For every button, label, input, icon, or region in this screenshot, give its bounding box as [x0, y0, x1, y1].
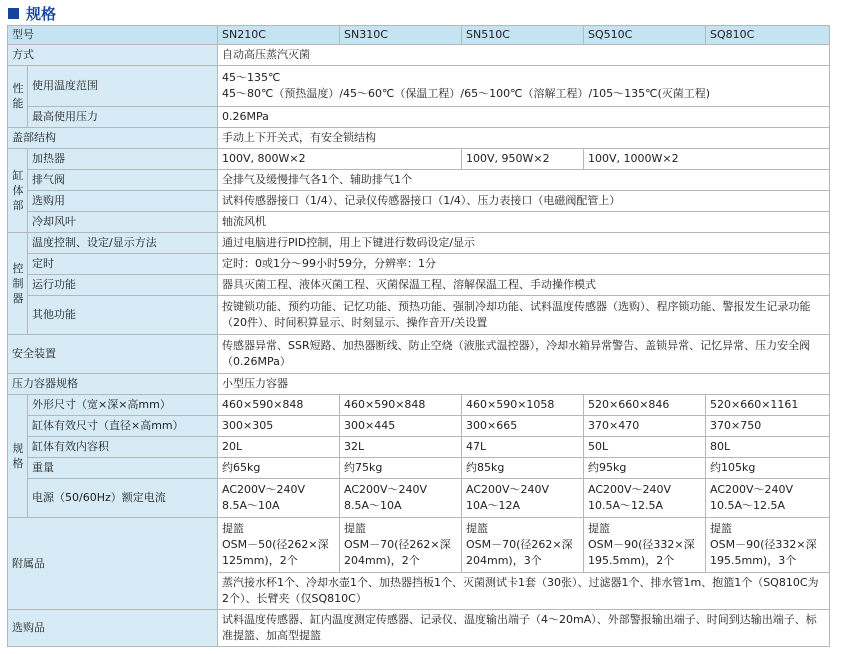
row-label: 加热器 — [28, 149, 218, 170]
cell: 32L — [340, 437, 462, 458]
row-label: 使用温度范围 — [28, 66, 218, 107]
cell: AC200V～240V 8.5A～10A — [340, 479, 462, 518]
category-label: 规格 — [8, 395, 28, 518]
cell: AC200V～240V 10.5A～12.5A — [584, 479, 706, 518]
table-row — [8, 296, 830, 335]
row-label: 最高使用压力 — [28, 107, 218, 128]
table-row — [8, 437, 830, 458]
row-label: 安全装置 — [8, 335, 218, 374]
row-label: 温度控制、设定/显示方法 — [28, 233, 218, 254]
table-row — [8, 191, 830, 212]
table-row — [8, 170, 830, 191]
row-value: 蒸汽接水杯1个、冷却水壶1个、加热器挡板1个、灭菌测试卡1套（30张）、过滤器1个、排水管1m、抱篮1个（SQ810C为2个）、长臂夹（仅SQ810C） — [218, 573, 830, 610]
cell: 300×445 — [340, 416, 462, 437]
table-row — [8, 107, 830, 128]
table-row — [8, 45, 830, 66]
table-row — [8, 335, 830, 374]
row-label: 缸体有效尺寸（直径×高mm） — [28, 416, 218, 437]
cell: 47L — [462, 437, 584, 458]
square-bullet-icon — [8, 8, 19, 19]
table-row — [8, 128, 830, 149]
row-value: 全排气及缓慢排气各1个、辅助排气1个 — [218, 170, 830, 191]
row-value: 传感器异常、SSR短路、加热器断线、防止空烧（液胀式温控器），冷却水箱异常警告、盖锁异常、记忆异常、压力安全阀（0.26MPa） — [218, 335, 830, 374]
row-value: 轴流风机 — [218, 212, 830, 233]
category-label: 缸体部 — [8, 149, 28, 233]
model-sn310c: SN310C — [340, 26, 462, 45]
row-label: 方式 — [8, 45, 218, 66]
category-label: 性能 — [8, 66, 28, 128]
row-label: 外形尺寸（宽×深×高mm） — [28, 395, 218, 416]
model-sn510c: SN510C — [462, 26, 584, 45]
cell: AC200V～240V 8.5A～10A — [218, 479, 340, 518]
spec-table — [7, 25, 830, 647]
cell: 提篮 OSM－50(径262×深125mm)，2个 — [218, 518, 340, 573]
row-label: 定时 — [28, 254, 218, 275]
cell: 提篮 OSM－90(径332×深195.5mm)，2个 — [584, 518, 706, 573]
cell: AC200V～240V 10.5A～12.5A — [706, 479, 830, 518]
row-label: 其他功能 — [28, 296, 218, 335]
row-value: 小型压力容器 — [218, 374, 830, 395]
row-value: 试料传感器接口（1/4）、记录仪传感器接口（1/4）、压力表接口（电磁阀配管上） — [218, 191, 830, 212]
cell: 约85kg — [462, 458, 584, 479]
row-value: 45～135℃ 45～80℃（预热温度）/45～60℃（保温工程）/65～100℃（溶解工程）/105～135℃(灭菌工程) — [218, 66, 830, 107]
cell: 460×590×1058 — [462, 395, 584, 416]
row-label: 盖部结构 — [8, 128, 218, 149]
cell: 300×665 — [462, 416, 584, 437]
cell: 50L — [584, 437, 706, 458]
row-label: 运行功能 — [28, 275, 218, 296]
table-row — [8, 518, 830, 573]
cell: 460×590×848 — [340, 395, 462, 416]
row-label: 选购用 — [28, 191, 218, 212]
table-row — [8, 374, 830, 395]
row-value: 定时：0或1分～99小时59分，分辨率：1分 — [218, 254, 830, 275]
cell: 20L — [218, 437, 340, 458]
header-row — [8, 26, 830, 45]
cell: 520×660×1161 — [706, 395, 830, 416]
table-row — [8, 149, 830, 170]
row-value: 通过电脑进行PID控制，用上下键进行数码设定/显示 — [218, 233, 830, 254]
row-value: 100V, 800W×2 — [218, 149, 462, 170]
row-value: 试料温度传感器、缸内温度测定传感器、记录仪、温度输出端子（4～20mA）、外部警报输出端子、时间到达输出端子、标准提篮、加高型提篮 — [218, 610, 830, 647]
cell: 提篮 OSM－90(径332×深195.5mm)，3个 — [706, 518, 830, 573]
table-row — [8, 610, 830, 647]
table-row — [8, 254, 830, 275]
cell: 520×660×846 — [584, 395, 706, 416]
cell: 300×305 — [218, 416, 340, 437]
cell: 提篮 OSM－70(径262×深204mm)，3个 — [462, 518, 584, 573]
cell: 提篮 OSM－70(径262×深204mm)，2个 — [340, 518, 462, 573]
cell: 约95kg — [584, 458, 706, 479]
row-value: 100V, 1000W×2 — [584, 149, 830, 170]
model-sq510c: SQ510C — [584, 26, 706, 45]
row-label: 压力容器规格 — [8, 374, 218, 395]
row-value: 器具灭菌工程、液体灭菌工程、灭菌保温工程、溶解保温工程、手动操作模式 — [218, 275, 830, 296]
table-row — [8, 416, 830, 437]
page-title: 规格 — [26, 4, 57, 23]
cell: 370×470 — [584, 416, 706, 437]
row-label: 选购品 — [8, 610, 218, 647]
header-label: 型号 — [8, 26, 218, 45]
table-row — [8, 66, 830, 107]
category-label: 控制器 — [8, 233, 28, 335]
cell: 约65kg — [218, 458, 340, 479]
table-row — [8, 395, 830, 416]
row-label: 重量 — [28, 458, 218, 479]
row-label: 电源（50/60Hz）额定电流 — [28, 479, 218, 518]
cell: 370×750 — [706, 416, 830, 437]
row-value: 手动上下开关式，有安全锁结构 — [218, 128, 830, 149]
section-header — [8, 3, 56, 23]
row-value: 按键锁功能、预约功能、记忆功能、预热功能、强制冷却功能、试料温度传感器（选购）、程序锁功能、警报发生记录功能（20件）、时间积算显示、时刻显示、操作音开/关设置 — [218, 296, 830, 335]
row-label: 缸体有效内容积 — [28, 437, 218, 458]
cell: 约75kg — [340, 458, 462, 479]
cell: 80L — [706, 437, 830, 458]
model-sn210c: SN210C — [218, 26, 340, 45]
cell: AC200V～240V 10A～12A — [462, 479, 584, 518]
table-row — [8, 212, 830, 233]
row-label: 冷却风叶 — [28, 212, 218, 233]
row-value: 0.26MPa — [218, 107, 830, 128]
table-row — [8, 275, 830, 296]
table-row — [8, 458, 830, 479]
row-label: 排气阀 — [28, 170, 218, 191]
row-value: 100V, 950W×2 — [462, 149, 584, 170]
table-row — [8, 479, 830, 518]
row-label: 附属品 — [8, 518, 218, 610]
row-value: 自动高压蒸汽灭菌 — [218, 45, 830, 66]
model-sq810c: SQ810C — [706, 26, 830, 45]
table-row — [8, 233, 830, 254]
cell: 约105kg — [706, 458, 830, 479]
cell: 460×590×848 — [218, 395, 340, 416]
